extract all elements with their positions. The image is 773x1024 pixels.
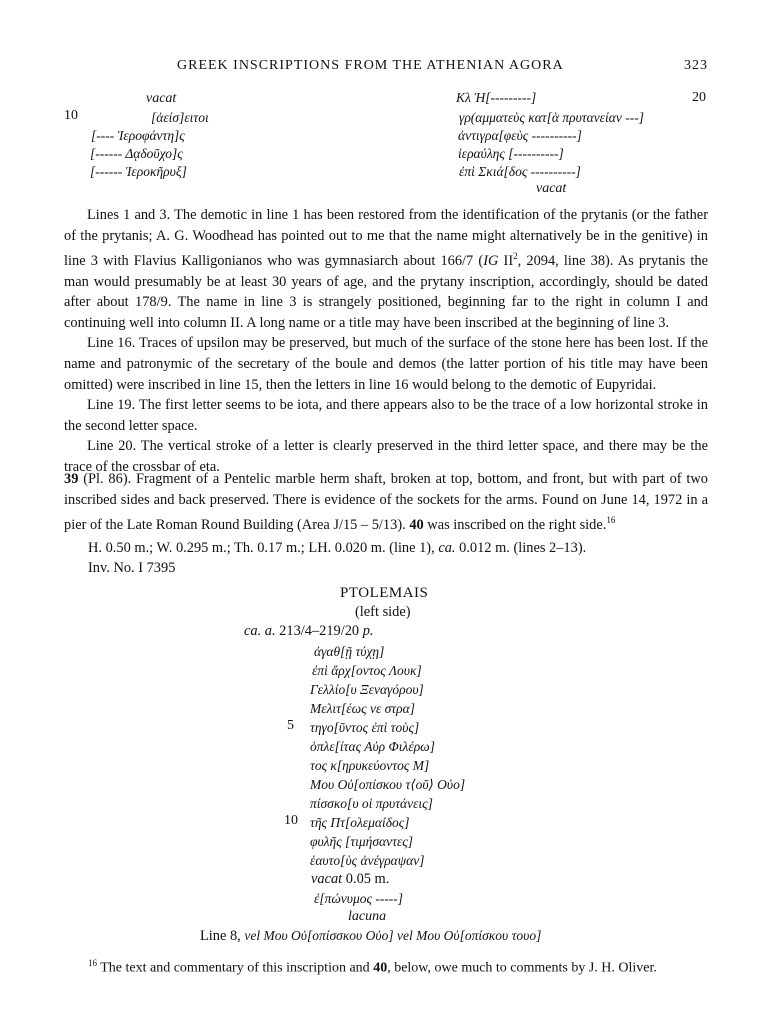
commentary-paragraph: Line 19. The first letter seems to be iota, and there appears also to be the trace of a low horizontal stroke in the second letter space.: [64, 397, 708, 434]
left-line: [------ Ἱεροκῆρυξ]: [90, 164, 187, 179]
right-line: ἀντιγρα[φεὺς ----------]: [458, 128, 582, 143]
inscription-line: Μου Οὐ[οπίσκου τ⟨οῦ⟩ Οὐο]: [310, 777, 466, 792]
inscription-line: Μελιτ[έως νε στρα]: [310, 701, 415, 716]
inscription-vacat: vacat 0.05 m.: [311, 871, 390, 887]
inscription-date: ca. a. 213/4–219/20 p.: [244, 623, 374, 639]
inscription-subtitle: (left side): [355, 604, 411, 620]
inventory-number: Inv. No. I 7395: [88, 560, 176, 576]
commentary: [64, 205, 708, 478]
inscription-line-number: 10: [284, 813, 298, 828]
running-title: GREEK INSCRIPTIONS FROM THE ATHENIAN AGORA: [177, 58, 564, 73]
right-line: ἱεραύλης [----------]: [458, 146, 564, 161]
inscription-note: Line 8, vel Μου Οὐ[οπίσσκου Οὐο] vel Μου Οὐ[οπίσκου τουο]: [200, 928, 542, 944]
inscription-line: ἀγαθ[ῇ τύχῃ]: [314, 644, 385, 659]
right-line: γρ(αμματεὺς κατ[ὰ πρυτανείαν ---]: [459, 110, 644, 125]
inscription-line: ὁπλε[ίτας Αὐρ Φιλέρω]: [310, 739, 435, 754]
inscription-line: ἑαυτο[ὺς ἀνέγραψαν]: [310, 853, 425, 868]
commentary-paragraph: Lines 1 and 3. The demotic in line 1 has been restored from the identification of the prytanis (or the father of the prytanis; A. G. Woodhead has pointed out to me that the name might alternatively be in the genitive) in line 3 with Flavius Kalligonianos who was gymnasiarch about 166/7 (IG $II^2$, 2094, line 38). As prytanis the man would presumably be at least 30 years of age, and the prytany inscription, accordingly, should be dated after about 178/9. The name in line 3 is strangely positioned, beginning far to the right in column I and continuing well into column II. A long name or a title may have been inscribed at the beginning of line 3.: [64, 207, 708, 331]
footnote: $^{16}$ The text and commentary of this inscription and 40, below, owe much to comments by J. H. Oliver.: [88, 958, 657, 976]
entry-39-dimensions: H. 0.50 m.; W. 0.295 m.; Th. 0.17 m.; LH. 0.020 m. (line 1), ca. 0.012 m. (lines 2–13).: [88, 540, 587, 556]
inscription-lacuna: lacuna: [348, 909, 387, 924]
right-line-number: 20: [692, 90, 706, 105]
inscription-line: τῆς Πτ[ολεμαίδος]: [310, 815, 410, 830]
left-line: [ἀείσ]ειτοι: [151, 110, 209, 125]
inscription-line: τηγο[ῦντος ἐπὶ τοὺς]: [310, 720, 420, 735]
inscription-line: τος κ[ηρυκεύοντος Μ]: [310, 758, 430, 773]
inscription-line: ἐ[πώνυμος -----]: [314, 891, 404, 906]
right-line: Κλ Ἡ[---------]: [456, 90, 537, 105]
inscription-line: πίσσκο[υ οἱ πρυτάνεις]: [310, 796, 433, 811]
page-number: 323: [684, 58, 708, 73]
left-vacat: vacat: [146, 91, 177, 106]
entry-39-description: 39 (Pl. 86). Fragment of a Pentelic marble herm shaft, broken at top, bottom, and front, but with part of two inscribed sides and back preserved. There is evidence of the sockets for the arms. Found on June 14, 1972 in a pier of the Late Roman Round Building (Area J/15 – 5/13). 40 was inscribed on the right side.$^{16}$: [64, 471, 708, 533]
entry-39: [64, 469, 708, 536]
left-line: [------ Δᾳδοῦχο]ς: [90, 146, 183, 161]
left-line: [---- Ἱεροφάντη]ς: [91, 128, 185, 143]
left-line-number: 10: [64, 108, 78, 123]
inscription-title: PTOLEMAIS: [340, 585, 429, 601]
inscription-line-number: 5: [287, 718, 294, 733]
right-line: ἐπὶ Σκιά[δος ----------]: [459, 164, 581, 179]
commentary-paragraph: Line 16. Traces of upsilon may be preserved, but much of the surface of the stone here has been lost. If the name and patronymic of the secretary of the boule and demos (the latter portion of his title may have been omitted) were inscribed in line 15, then the letters in line 16 would belong to the demotic of Eupyridai.: [64, 335, 708, 393]
inscription-line: ἐπὶ ἄρχ[οντος Λουκ]: [312, 663, 422, 678]
inscription-line: φυλῆς [τιμήσαντες]: [310, 834, 413, 849]
commentary-paragraph: Line 20. The vertical stroke of a letter is clearly preserved in the third letter space, and there may be the trace of the crossbar of eta.: [64, 438, 708, 475]
inscription-line: Γελλίο[υ Ξεναγόρου]: [310, 682, 424, 697]
right-vacat: vacat: [536, 181, 567, 196]
